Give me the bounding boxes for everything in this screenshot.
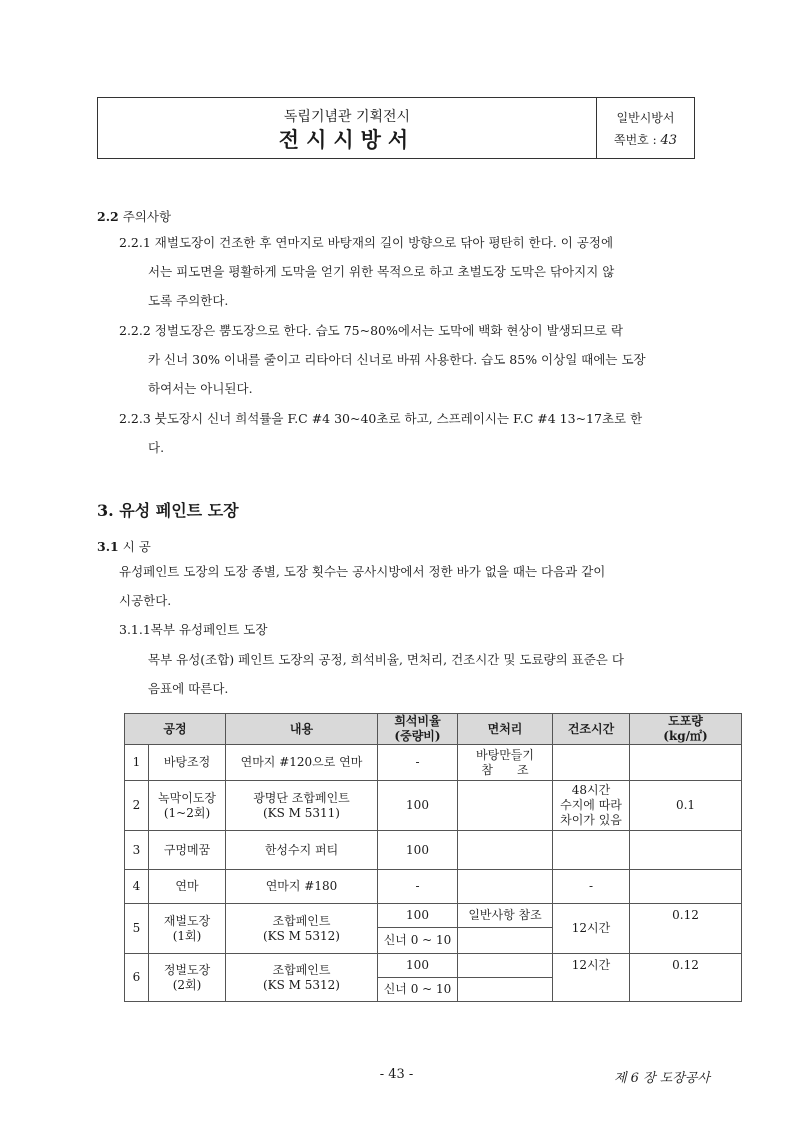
cell-drying: 12시간	[553, 904, 630, 954]
item-text: 재벌도장이 건조한 후 연마지로 바탕재의 길이 방향으로 닦아 평탄히 한다. 이 공정에	[154, 235, 614, 250]
header-title: 전시시방서	[278, 127, 416, 152]
item-2-2-1-line-1	[119, 234, 613, 252]
header-process: 공정	[125, 714, 226, 745]
cell-process: 바탕조정	[149, 745, 226, 781]
cell-drying: 12시간	[553, 954, 630, 1002]
table-row	[125, 904, 742, 928]
cell-drying: 48시간 수지에 따라 차이가 있음	[553, 781, 630, 831]
table-row	[125, 870, 742, 904]
table-row	[125, 781, 742, 831]
cell-no: 4	[125, 870, 149, 904]
cell-ratio: 100	[378, 831, 458, 870]
section-3-1-1-line-1: 목부 유성(조합) 페인트 도장의 공정, 희석비율, 면처리, 건조시간 및 도료량의 표준은 다	[148, 652, 624, 667]
header-content: 내용	[226, 714, 378, 745]
cell-ratio: 신너 0 ~ 10	[378, 928, 458, 954]
section-title: 주의사항	[122, 209, 172, 224]
cell-content: 광명단 조합페인트 (KS M 5311)	[226, 781, 378, 831]
cell-no: 3	[125, 831, 149, 870]
cell-surface	[458, 781, 553, 831]
header-surface: 면처리	[458, 714, 553, 745]
cell-drying: -	[553, 870, 630, 904]
cell-drying	[553, 745, 630, 781]
cell-ratio: 100	[378, 904, 458, 928]
cell-amount	[630, 870, 742, 904]
cell-amount: 0.12	[630, 904, 742, 954]
section-3-1-1-heading: 3.1.1목부 유성페인트 도장	[119, 622, 268, 637]
item-text: 정벌도장은 뿜도장으로 한다. 습도 75~80%에서는 도막에 백화 현상이 발생되므로 락	[154, 323, 624, 338]
cell-ratio: -	[378, 745, 458, 781]
cell-surface	[458, 870, 553, 904]
item-number: 2.2.3	[119, 411, 151, 426]
cell-surface	[458, 831, 553, 870]
header-page-info	[597, 131, 694, 148]
section-3-1-1-line-2: 음표에 따른다.	[148, 681, 229, 696]
cell-process: 녹막이도장 (1~2회)	[149, 781, 226, 831]
table-header-row	[125, 714, 742, 745]
item-2-2-3-line-1	[119, 410, 642, 428]
section-number: 3.	[97, 501, 114, 520]
cell-surface: 바탕만들기 참 조	[458, 745, 553, 781]
header-subtitle: 독립기념관 기획전시	[283, 109, 411, 125]
header-amount: 도포량 (kg/㎡)	[630, 714, 742, 745]
cell-ratio: 100	[378, 954, 458, 978]
table-row	[125, 954, 742, 978]
header-drying: 건조시간	[553, 714, 630, 745]
cell-content: 연마지 #180	[226, 870, 378, 904]
item-text: 붓도장시 신너 희석률을 F.C #4 30~40초로 하고, 스프레이시는 F.C #4 13~17초로 한	[154, 411, 643, 426]
footer-chapter: 제 6 장 도장공사	[613, 1071, 710, 1086]
section-3-1-line-2: 시공한다.	[119, 593, 172, 608]
item-2-2-2-line-2: 카 신너 30% 이내를 줄이고 리타아더 신너로 바꿔 사용한다. 습도 85% 이상일 때에는 도장	[148, 352, 646, 367]
cell-drying	[553, 831, 630, 870]
cell-content: 연마지 #120으로 연마	[226, 745, 378, 781]
cell-content: 조합페인트 (KS M 5312)	[226, 954, 378, 1002]
cell-process: 정벌도장 (2회)	[149, 954, 226, 1002]
cell-ratio: 신너 0 ~ 10	[378, 978, 458, 1002]
header-page-number: 43	[660, 133, 677, 148]
section-2-2-heading	[97, 207, 171, 225]
cell-surface	[458, 928, 553, 954]
header-doc-type: 일반시방서	[616, 111, 675, 125]
header-divider	[596, 98, 597, 158]
cell-surface: 일반사항 참조	[458, 904, 553, 928]
section-title: 시 공	[122, 539, 151, 554]
item-2-2-2-line-1	[119, 322, 623, 340]
section-number: 2.2	[97, 209, 119, 224]
item-number: 2.2.1	[119, 235, 151, 250]
cell-amount: 0.1	[630, 781, 742, 831]
header-page-label: 쪽번호 :	[613, 133, 657, 147]
cell-ratio: -	[378, 870, 458, 904]
footer-page-number: - 43 -	[379, 1067, 414, 1082]
item-2-2-1-line-3: 도록 주의한다.	[148, 293, 229, 308]
cell-no: 1	[125, 745, 149, 781]
section-title: 유성 페인트 도장	[119, 501, 239, 520]
cell-no: 5	[125, 904, 149, 954]
cell-amount: 0.12	[630, 954, 742, 1002]
cell-content: 조합페인트 (KS M 5312)	[226, 904, 378, 954]
cell-no: 2	[125, 781, 149, 831]
section-number: 3.1	[97, 539, 119, 554]
cell-no: 6	[125, 954, 149, 1002]
table-row	[125, 745, 742, 781]
cell-process: 연마	[149, 870, 226, 904]
cell-amount	[630, 831, 742, 870]
paint-spec-table	[124, 713, 742, 1002]
cell-ratio: 100	[378, 781, 458, 831]
document-header	[97, 97, 695, 159]
cell-process: 재벌도장 (1회)	[149, 904, 226, 954]
table-row	[125, 831, 742, 870]
cell-surface	[458, 978, 553, 1002]
cell-process: 구멍메꿈	[149, 831, 226, 870]
header-ratio: 희석비율 (중량비)	[378, 714, 458, 745]
section-3-heading	[97, 498, 239, 521]
item-2-2-2-line-3: 하여서는 아니된다.	[148, 381, 253, 396]
cell-content: 한성수지 퍼티	[226, 831, 378, 870]
item-number: 2.2.2	[119, 323, 151, 338]
section-3-1-line-1: 유성페인트 도장의 도장 종별, 도장 횟수는 공사시방에서 정한 바가 없을 때는 다음과 같이	[119, 564, 606, 579]
cell-amount	[630, 745, 742, 781]
section-3-1-heading	[97, 537, 151, 555]
item-2-2-1-line-2: 서는 피도면을 평활하게 도막을 얻기 위한 목적으로 하고 초벌도장 도막은 닦아지지 않	[148, 264, 615, 279]
cell-surface	[458, 954, 553, 978]
item-2-2-3-line-2: 다.	[148, 440, 165, 455]
